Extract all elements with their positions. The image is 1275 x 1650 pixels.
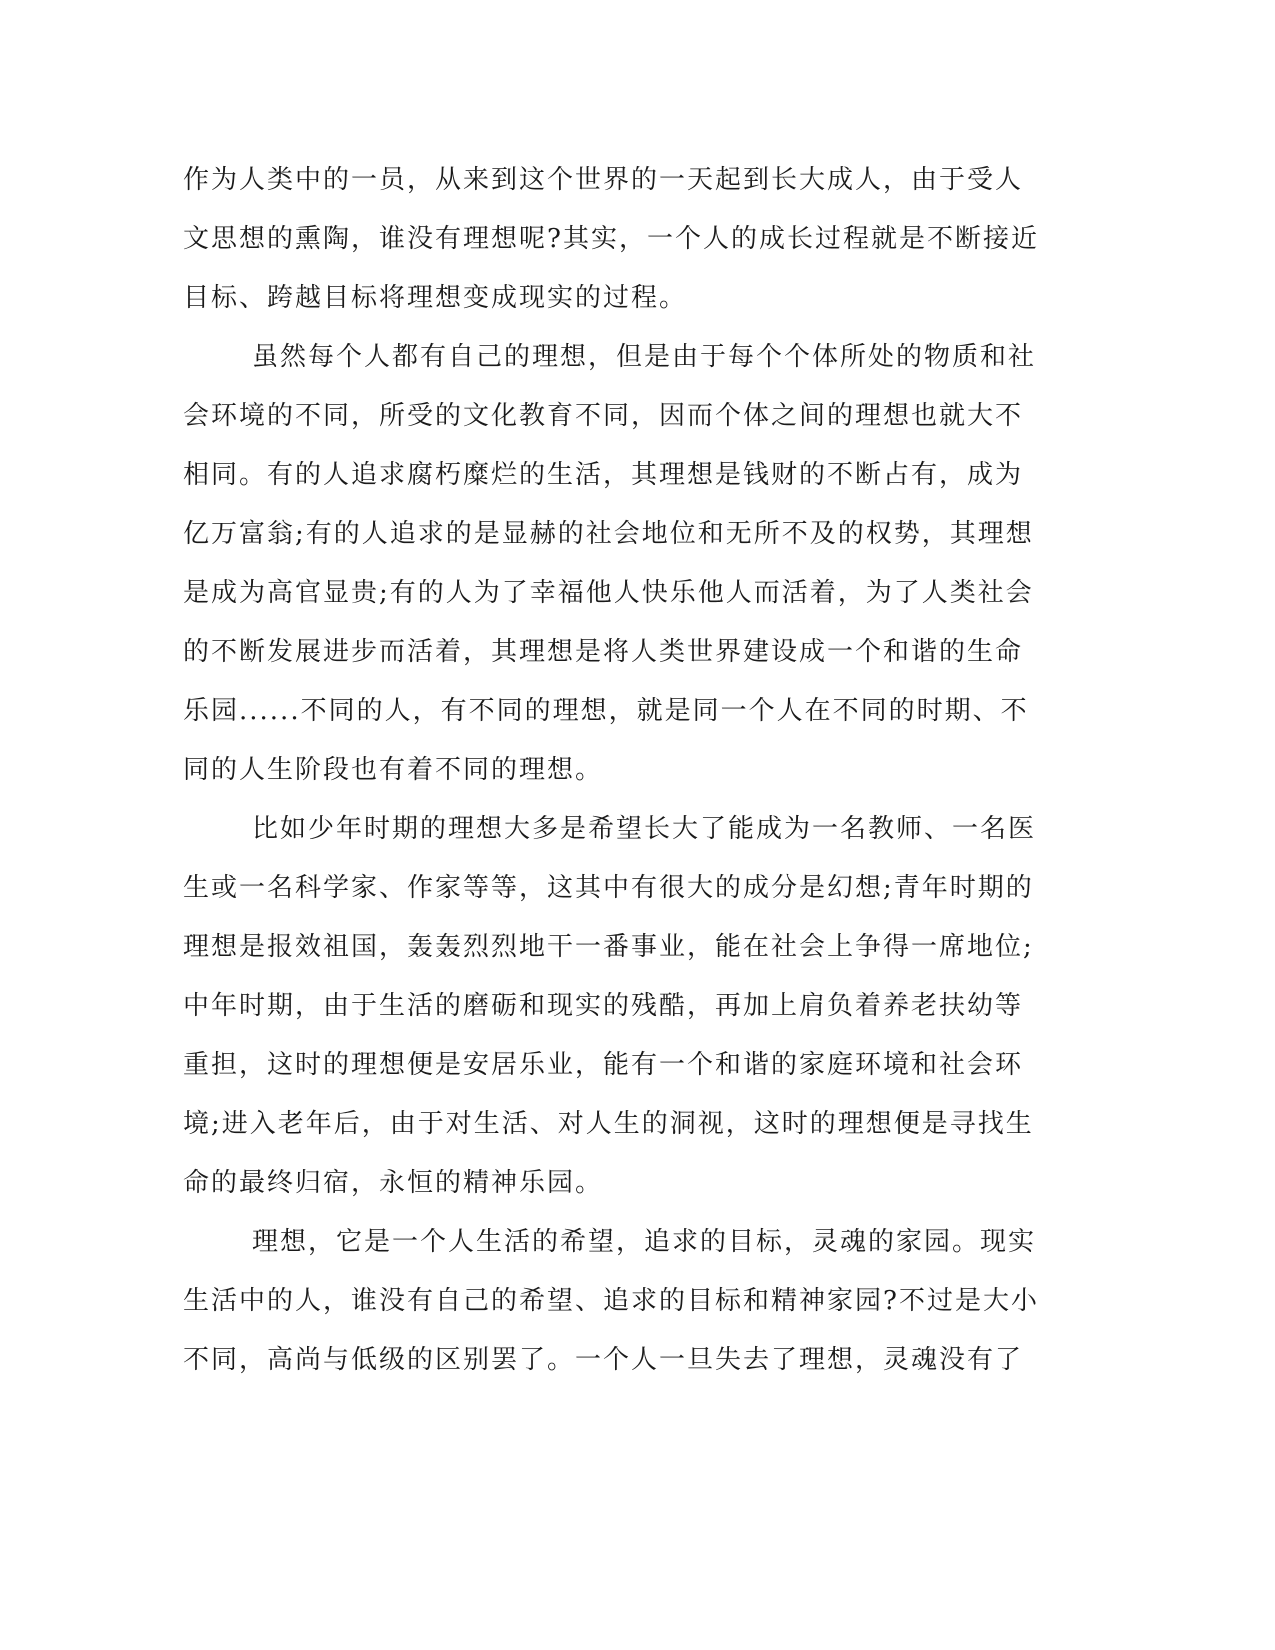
text-line: 重担，这时的理想便是安居乐业，能有一个和谐的家庭环境和社会环 — [183, 1050, 1024, 1080]
text-line: 生活中的人，谁没有自己的希望、追求的目标和精神家园?不过是大小 — [183, 1286, 1039, 1316]
text-line: 不同，高尚与低级的区别罢了。一个人一旦失去了理想，灵魂没有了 — [183, 1345, 1024, 1375]
text-line: 理想，它是一个人生活的希望，追求的目标，灵魂的家园。现实 — [252, 1227, 1037, 1257]
text-line: 虽然每个人都有自己的理想，但是由于每个个体所处的物质和社 — [252, 342, 1037, 372]
text-line: 是成为高官显贵;有的人为了幸福他人快乐他人而活着，为了人类社会 — [183, 578, 1034, 608]
text-line: 同的人生阶段也有着不同的理想。 — [183, 755, 604, 785]
text-line: 境;进入老年后，由于对生活、对人生的洞视，这时的理想便是寻找生 — [183, 1109, 1034, 1139]
text-line: 理想是报效祖国，轰轰烈烈地干一番事业，能在社会上争得一席地位; — [183, 932, 1034, 962]
text-line: 中年时期，由于生活的磨砺和现实的残酷，再加上肩负着养老扶幼等 — [183, 991, 1024, 1021]
text-line: 命的最终归宿，永恒的精神乐园。 — [183, 1168, 604, 1198]
text-line: 作为人类中的一员，从来到这个世界的一天起到长大成人，由于受人 — [183, 165, 1024, 195]
text-line: 亿万富翁;有的人追求的是显赫的社会地位和无所不及的权势，其理想 — [183, 519, 1034, 549]
text-line: 比如少年时期的理想大多是希望长大了能成为一名教师、一名医 — [252, 814, 1037, 844]
text-line: 的不断发展进步而活着，其理想是将人类世界建设成一个和谐的生命 — [183, 637, 1024, 667]
text-line: 目标、跨越目标将理想变成现实的过程。 — [183, 283, 688, 313]
text-line: 文思想的熏陶，谁没有理想呢?其实，一个人的成长过程就是不断接近 — [183, 224, 1039, 254]
text-line: 会环境的不同，所受的文化教育不同，因而个体之间的理想也就大不 — [183, 401, 1024, 431]
text-line: 乐园......不同的人，有不同的理想，就是同一个人在不同的时期、不 — [183, 696, 1029, 726]
text-line: 生或一名科学家、作家等等，这其中有很大的成分是幻想;青年时期的 — [183, 873, 1034, 903]
text-line: 相同。有的人追求腐朽糜烂的生活，其理想是钱财的不断占有，成为 — [183, 460, 1024, 490]
